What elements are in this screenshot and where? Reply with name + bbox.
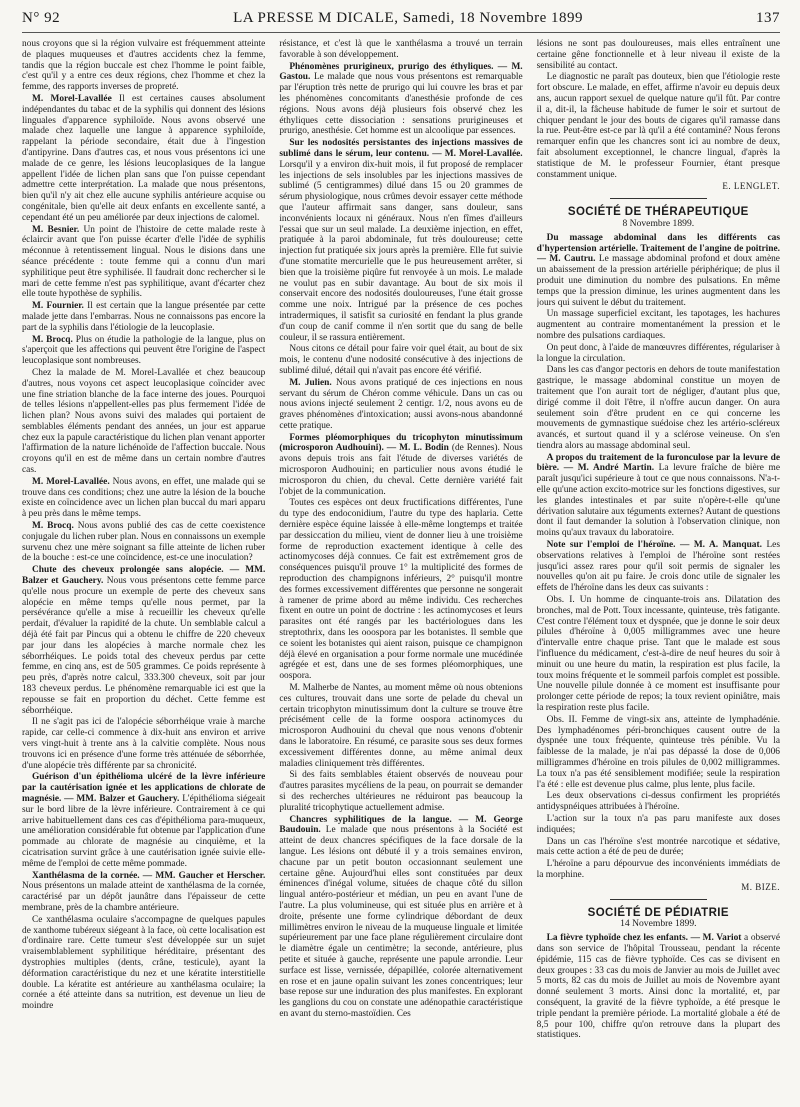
issue-date: Samedi, 18 Novembre 1899 <box>402 10 583 26</box>
paragraph-text: Le malade que nous présentons à la Société est atteint de deux chancres spécifiques de la face dorsale de la langue. Les lésions ont débuté il y a trois semaines environ, chacune par un petit bouton occasionnant seulement une certaine gêne. Aujourd'hui elles sont constituées par deux éminences d'inégal volume, situées de chaque côté du sillon lingual antéro-postérieur et médian, un peu en avant l'une de l'autre. La plus volumineuse, qui est située plus en arrière et à droite, présente une forme cylindrique débordant de deux millimètres environ le niveau de la muqueuse linguale et limitée supérieurement par une face plane régulièrement circulaire dont le diamètre égale un centimètre; la seconde, antérieure, plus petite et située à gauche, représente une papule arrondie. Leur surface est lisse, vernissée, dépapillée, colorée alternativement en rose et en jaune opalin suivant les zones concentriques; leur base repose sur une induration des plus manifestes. En explorant les ganglions du cou on constate une adénopathie caractéristique en avant du sterno-mastoïdien. Ces <box>279 825 523 1019</box>
column-3-top <box>537 39 780 180</box>
paragraph <box>537 595 780 714</box>
paragraph <box>537 343 780 365</box>
paragraph-text: M. Malherbe de Nantes, au moment même où nous obtenions ces cultures, trouvait dans une sorte de pelade du cheval un certain tricophyton minutissimum dont la culture se trouve être précisément celle de la forme oospora actinomyces du microsporon Audhouini du cheval que nous venons d'obtenir dans le laboratoire. En résumé, ce parasite sous ses deux formes excessivement différentes donne, au même animal deux maladies cliniquement très différentes. <box>279 683 523 769</box>
paragraph <box>22 772 265 869</box>
paragraph-text: L'épithélioma siégeait sur le bord libre de la lèvre inférieure. Contrairement à ce qui arrive habituellement dans ces cas d'épithélioma para-muqueux, une amélioration considérable fut obtenue par l'application d'une pommade au chlorate de magnésie au cinquième, et la cicatrisation survint grâce à une cautérisation ignée suivie elle-même de l'emploi de cette même pommade. <box>22 793 266 869</box>
paragraph-text: L'action sur la toux n'a pas paru manifeste aux doses indiquées; <box>536 813 780 835</box>
paragraph-heading: Du massage abdominal dans les différents cas d'hypertension artérielle. Traitement de l'angine de poitrine. — M. Cautru. <box>536 232 780 265</box>
paragraph-text: Le diagnostic ne paraît pas douteux, bien que l'étiologie reste fort obscure. Le malade, en effet, affirme n'avoir eu depuis deux ans, aucun rapport sexuel de quelque nature qu'il fût. Par contre il a, dit-il, la fâcheuse habitude de fumer le soir et surtout de chiquer pendant le jour des bouts de cigares qu'il ramasse dans la rue. Peut-être est-ce par là qu'il a été contaminé? Nous ferons remarquer enfin que les chancres sont ici au nombre de deux, fait absolument exceptionnel, le chancre lingual, d'après la statistique de M. le professeur Fournier, étant presque constamment unique. <box>536 72 780 180</box>
paragraph-text: Toutes ces espèces ont deux fructifications différentes, l'une du type des endoconidium, l'autre du type des haplaria. Cette dernière espèce équine laissée à elle-même longtemps et traitée par dessiccation du milieu, vient de donner lieu à une troisième forme de reproduction exactement identique à celle des actinomycoses déjà connues. Ce fait est extrêmement gros de conséquences puisqu'il prouve 1° la multiplicité des formes de reproduction des champignons inférieurs, 2° puisqu'il montre des formes excessivement différentes que personne ne songerait à ramener de prime abord au même individu. Ces recherches fixent en outre un point de doctrine : les actinomycoses et leurs parasites ont été rangés par les bactériologues dans les streptothrix, dans les ooospora par les botanistes. Il semble que ce soient les botanistes qui aient raison, puisque ce champignon déjà élevé en organisation a pour forme normale une mucédinée agrégée et est, dans une de ses formes pléomorphiques, une oospora. <box>279 498 523 682</box>
paragraph-text: (de Rennes). Nous avons depuis trois ans fait l'étude de diverses variétés de microsporon Audhouini; en particulier nous avons étudié le microsporon du chien, du cheval. Cette dernière variété fait l'objet de la communication. <box>279 443 523 497</box>
paragraph-text: Nous avons publié des cas de cette coexistence conjugale du lichen ruber plan. Nous en connaissons un exemple survenu chez une mère soignant sa fille atteinte de lichen ruber de la bouche : est-ce une coïncidence, est-ce une inoculation? <box>22 521 266 564</box>
paragraph-heading: M. Morel-Lavallée <box>32 93 112 104</box>
column-1 <box>22 39 265 1107</box>
paragraph-heading: Chute des cheveux prolongée sans alopécie. — MM. Balzer et Gauchery. <box>22 565 266 587</box>
paragraph <box>22 39 265 93</box>
paragraph-text: Nous avons, en effet, une malade qui se trouve dans ces conditions; chez une autre la lésion de la bouche existe en coïncidence avec un lichen plan buccal du mari apparu à peu près dans le même temps. <box>22 476 266 520</box>
paragraph-text: Il ne s'agit pas ici de l'alopécie séborrhéique vraie à marche rapide, car celle-ci commence à dix-huit ans environ et arrive vers vingt-huit à trente ans à la calvitie complète. Nous nous trouvons ici en présence d'une forme très atténuée de séborrhée, d'une alopécie très différente par sa chronicité. <box>22 717 266 771</box>
paragraph <box>279 378 522 432</box>
paragraph-text: Nous avons pratiqué de ces injections en nous servant du sérum de Chéron comme véhicule. Dans un cas ou nous avions injecté seulement 2 centigr. 1/2, nous avons eu de graves phénomènes d'intoxication; aussi avons-nous abandonné cette pratique. <box>279 377 523 431</box>
section-date-pediatrie: 14 Novembre 1899. <box>620 918 697 930</box>
paragraph-text: Dans les cas d'angor pectoris en dehors de toute manifestation gastrique, le massage abdominal constitue un moyen de traitement que l'on aurait tort de négliger, d'autant plus que, dirigé comme il doit l'être, il n'offre aucun danger. On aura seulement soin d'être prudent en ce qui concerne les mouvements de gymnastique suédoise chez les artério-scléreux avancés, et surtout quand il y a sclérose veineuse. On s'en tiendra alors au massage abdominal seul. <box>536 365 780 451</box>
paragraph <box>22 94 265 224</box>
paragraph-text: a observé dans son service de l'hôpital Trousseau, pendant la récente épidémie, 115 cas de fièvre typhoïde. Ces cas se divisent en deux groupes : 33 cas du mois de Janvier au mois de Juillet avec 5 morts, 82 cas du mois de Juillet au mois de Novembre ayant donné seulement 3 morts. Ainsi donc la mortalité, et, par conséquent, la gravité de la fièvre typhoïde, a été presque le triple pendant la première période. La mortalité globale a été de 8,5 pour 100, chiffre qu'on retrouve dans la plupart des statistiques. <box>536 933 780 1041</box>
paragraph-heading: Guérison d'un épithélioma ulcéré de la lèvre inférieure par la cautérisation ignée et les applications de chlorate de magnésie. — MM. Balzer et Gauchery. <box>22 772 266 804</box>
divider <box>610 899 707 900</box>
paragraph <box>279 138 522 343</box>
paragraph <box>537 791 780 813</box>
paragraph-heading: M. Fournier. <box>32 301 84 312</box>
paragraph <box>537 72 780 180</box>
column-3-therapeutique <box>537 233 780 881</box>
paragraph-text: Dans un cas l'héroïne s'est montrée narcotique et sédative, mais cette action a été de peu de durée; <box>536 836 780 858</box>
signature-bize: M. BIZE. <box>741 881 780 892</box>
paragraph-heading: M. Besnier. <box>32 224 80 235</box>
paragraph <box>22 368 265 476</box>
paragraph <box>22 915 265 1012</box>
paragraph-heading: M. Brocq. <box>32 334 73 345</box>
column-2 <box>279 39 522 1107</box>
paragraph <box>537 39 780 71</box>
paragraph-heading: Note sur l'emploi de l'héroïne. — M. A. Manquat. <box>546 540 762 551</box>
journal-title: LA PRESSE M DICALE, Samedi, 18 Novembre 1899 <box>233 10 583 26</box>
journal-name: LA PRESSE M DICALE <box>233 10 395 26</box>
paragraph <box>22 871 265 914</box>
paragraph-text: Il est certaines causes absolument indépendantes du tabac et de la syphilis qui donnent des lésions linguales d'apparence syphiloïde. Nous avons observé une malade chez laquelle une langue à apparence syphiloïde, rappelant la période secondaire, était due à l'ingestion d'antipyrine. Dans d'autres cas, et nous vous présentons ici une malade de ce genre, les lésions leucoplasiques de la langue appellent l'idée de lichen plan sans que l'on puisse cependant admettre cette interprétation. La malade que nous présentons, bien qu'il n'y ait chez elle aucune syphilis antérieure acquise ou congénitale, bien qu'elle ait deux enfants en excellente santé, a cependant été un peu améliorée par deux injections de calomel. <box>22 93 266 223</box>
paragraph <box>22 717 265 771</box>
divider <box>610 198 707 199</box>
paragraph-text: Il est certain que la langue présentée par cette malade jette dans l'embarras. Nous ne connaissons pas encore la part de la syphilis dans l'étiologie de la leucoplasie. <box>22 301 266 333</box>
paragraph-text: Chez la malade de M. Morel-Lavallée et chez beaucoup d'autres, nous voyons cet aspect leucoplasique coïncider avec une fine striation blanche de la face interne des joues. Pourquoi de telles lésions n'appellent-elles pas plus fermement l'idée de lichen plan? Nous avons suivi des malades qui portaient de semblables éléments pendant des années, un jour est apparue chez eux la papule caractéristique du lichen plan venant apporter l'affirmation de la nature lichénoïde de l'affection buccale. Nous croyons qu'il en est de même dans un certain nombre d'autres cas. <box>22 367 266 476</box>
paragraph-text: Lorsqu'il y a environ dix-huit mois, il fut proposé de remplacer les injections de sels insolubles par les injections massives de sublimé (5 centigrammes) dilué dans 15 ou 20 grammes de sérum physiologique, nous crûmes devoir essayer cette méthode que l'auteur affirmait sans danger, sans douleur, sans inconvénients locaux ni généraux. Nous n'en fîmes d'ailleurs l'essai que sur un seul malade. La deuxième injection, en effet, pratiquée à la paroi abdominale, fut très douloureuse; cette injection fut pratiquée six jours après la première. Elle fut suivie d'une stomatite mercurielle que le pus heureusement arrêter, si bien que la troisième piqûre fut renvoyée à un mois. Le malade ne voulut pas en subir davantage. Au bout de six mois il conservait encore des nodosités douloureuses, l'une était grosse comme une noix. Intrigué par la présence de ces poches intradermiques, il satisfit sa curiosité en fendant la plus grande d'un coup de canif comme il n'en sortit que du sang de belle couleur, il se rassura entièrement. <box>279 159 523 343</box>
paragraph-heading: La fièvre typhoïde chez les enfants. — M. Variot <box>546 933 742 944</box>
paragraph <box>22 301 265 333</box>
paragraph-text: On peut donc, à l'aide de manœuvres différentes, régulariser à la longue la circulation. <box>536 342 780 364</box>
signature-lenglet: E. LENGLET. <box>722 181 780 192</box>
paragraph-heading: Formes pléomorphiques du tricophyton minutissimum (microsporon Audhouini). — M. L. Bodin <box>279 432 523 454</box>
paragraph <box>279 39 522 61</box>
paragraph-heading: A propos du traitement de la furonculose par la levure de bière. — M. André Martin. <box>536 452 780 474</box>
paragraph-heading: M. Julien. <box>289 377 332 388</box>
columns <box>22 39 780 1107</box>
paragraph <box>537 837 780 859</box>
paragraph-text: Ce xanthélasma oculaire s'accompagne de quelques papules de xanthome tubéreux siégeant à la face, où cette localisation est d'ordinaire rare. Cette tumeur s'est développée sur un sujet vraisemblablement syphilitique héréditaire, présentant des dystrophies multiples (dents, crâne, testicule), ayant la déformation caractéristique du nez et une kératite interstitielle double. La kératite est antérieure au xanthélasma oculaire; la cornée a été atteinte dans sa nutrition, est devenue un lieu de moindre <box>22 914 266 1012</box>
paragraph <box>279 498 522 682</box>
paragraph-text: Si des faits semblables étaient observés de nouveau pour d'autres parasites mycéliens de la peau, on pourrait se demander si des recherches ultérieures ne réduiront pas beaucoup la pluralité tricophytique actuellement admise. <box>279 770 523 813</box>
paragraph-text: Les observations relatives à l'emploi de l'héroïne sont restées jusqu'ici assez rares pour qu'il soit permis de signaler les nouvelles qu'on ait pu faire. Je crois donc utile de signaler les effets de l'héroïne dans les deux cas suivants : <box>536 540 780 594</box>
paragraph <box>279 683 522 769</box>
paragraph-text: lésions ne sont pas douloureuses, mais elles entraînent une certaine gêne fonctionnelle et à leur niveau il existe de la sensibilité au contact. <box>536 39 780 71</box>
section-title-therapeutique: SOCIÉTÉ DE THÉRAPEUTIQUE <box>567 206 749 219</box>
column-3 <box>537 39 780 1107</box>
paragraph <box>537 233 780 309</box>
paragraph <box>279 62 522 138</box>
paragraph <box>22 335 265 367</box>
paragraph <box>22 565 265 716</box>
paragraph-text: Nous présentons un malade atteint de xanthélasma de la cornée, caractérisé par un dépôt jaunâtre dans l'épaisseur de cette membrane, près de la chambre antérieure. <box>22 881 266 913</box>
paragraph-heading: Xanthélasma de la cornée. — MM. Gaucher et Herscher. <box>32 870 266 881</box>
paragraph <box>537 715 780 791</box>
paragraph <box>279 770 522 813</box>
paragraph <box>22 225 265 301</box>
paragraph-text: Un point de l'histoire de cette malade reste à éclaircir avant que l'on puisse écarter d'elle l'idée de syphilis méconnue à retentissement lingual. Nous le disions dans une séance précédente : toute femme qui a connu d'un mari syphilitique peut être syphilisée. Il faudrait donc rechercher si le mari de cette femme n'est pas syphilitique, avant d'écarter chez elle toute hypothèse de syphilis. <box>22 224 266 300</box>
section-date-therapeutique: 8 Novembre 1899. <box>622 217 695 229</box>
paragraph <box>537 365 780 451</box>
page-number: 137 <box>755 10 780 26</box>
paragraph-text: La levure fraîche de bière me paraît jusqu'ici supérieure à tout ce que nous connaissons. N'a-t-elle qu'une action excito-motrice sur les fonctions digestives, sur les glandes intestinales et par suite n'opère-t-elle qu'une dérivation salutaire aux téguments externes? Autant de questions dont il faut demander la solution à l'observation clinique, non moins qu'aux travaux du laboratoire. <box>536 463 780 539</box>
paragraph <box>279 344 522 376</box>
paragraph <box>537 814 780 836</box>
paragraph-text: L'héroïne a paru dépourvue des inconvénients immédiats de la morphine. <box>536 859 780 880</box>
paragraph-text: nous croyons que si la région vulvaire est fréquemment atteinte de plaques muqueuses et d'autres accidents chez la femme, tandis que la région buccale est chez l'homme le point faible, c'est qu'il y a entre ces deux régions, chez l'homme et chez la femme, des rapports inverses de propreté. <box>22 39 266 93</box>
paragraph <box>537 309 780 341</box>
paragraph-text: Le massage abdominal profond et doux amène un abaissement de la pression artérielle périphérique; de plus il produit une diminution du nombre des pulsations. En même temps que la pression diminue, les urines augmentent dans les jours qui suivent le début du traitement. <box>536 254 780 308</box>
paragraph <box>537 859 780 881</box>
paragraph-heading: Phénomènes prurigineux, prurigo des éthyliques. — M. Gastou. <box>279 61 523 83</box>
paragraph-text: Plus on étudie la pathologie de la langue, plus on s'aperçoit que les affections qui peuvent être l'origine de l'aspect leucoplasique sont nombreuses. <box>22 334 266 367</box>
paragraph <box>22 477 265 520</box>
paragraph <box>279 433 522 498</box>
section-title-pediatrie: SOCIÉTÉ DE PÉDIATRIE <box>587 906 729 919</box>
paragraph <box>22 521 265 564</box>
paragraph <box>537 933 780 1041</box>
paragraph-text: Obs. I. Un homme de cinquante-trois ans. Dilatation des bronches, mal de Pott. Toux incessante, quinteuse, très fatigante. C'est contre l'élément toux et dyspnée, que je donne le soir deux pilules d'héroïne à 0,005 milligrammes avec une heure d'intervalle entre chaque prise. Tant que le malade est sous l'influence du médicament, c'est-à-dire de neuf heures du soir à minuit ou une heure du matin, la respiration est plus facile, la toux moins fréquente et le sommeil parfois complet est possible. Une nouvelle pilule donnée à ce moment est insuffisante pour prolonger cette période de repos; la toux revient opiniâtre, mais la respiration reste plus facile. <box>536 595 780 714</box>
page-header <box>22 10 780 33</box>
issue-number: N° 92 <box>22 10 61 26</box>
paragraph <box>537 540 780 594</box>
paragraph <box>279 815 522 1020</box>
paragraph-text: Le malade que nous vous présentons est remarquable par l'éruption très nette de prurigo qui lui couvre les bras et par les phénomènes concomitants d'anesthésie profonde de ces régions. Nous avons déjà plusieurs fois observé chez les éthyliques cette dissociation : sensations prurigineuses et prurigo, anesthésie. Cet homme est un alcoolique par essences. <box>279 72 523 137</box>
paragraph-text: Nous citons ce détail pour faire voir quel était, au bout de six mois, le contenu d'une nodosité consécutive à des injections de sublimé dilué, détail qui n'avait pas encore été vérifié. <box>279 344 523 376</box>
paragraph-heading: Chancres syphilitiques de la langue. — M. George Baudouin. <box>279 814 523 836</box>
column-3-pediatrie <box>537 933 780 1041</box>
paragraph-text: résistance, et c'est là que le xanthélasma a trouvé un terrain favorable à son développement. <box>279 39 523 60</box>
paragraph-text: Nous vous présentons cette femme parce qu'elle nous procure un exemple de perte des cheveux sans alopécie en même temps qu'elle nous permet, par la persévérance qu'elle a mise à recueillir les cheveux qu'elle perdait, d'évaluer la rapidité de la chute. Un semblable calcul a déjà été fait par Pincus qui a obtenu le chiffre de 220 cheveux par jour dans les alopécies à marche normale chez les séborrhéiques. Le poids total des cheveux perdus par cette femme, en cinq ans, est de 505 grammes. Ce poids représente à peu près, d'après notre calcul, 333.300 cheveux, soit par jour 183 cheveux perdus. Le phénomène remarquable ici est que la repousse se fait en proportion du déchet. Cette femme est séborrhéique. <box>22 576 266 716</box>
paragraph-text: Obs. II. Femme de vingt-six ans, atteinte de lymphadénie. Des lymphadénomes péri-bronchiques causent outre de la dyspnée une toux fréquente, quinteuse très pénible. Vu la faiblesse de la malade, je n'ai pas dépassé la dose de 0,006 milligrammes d'héroïne en trois pilules de 0,002 milligrammes. La toux n'a pas été sensiblement modifiée; seule la respiration l'a été : elle est devenue plus calme, plus lente, plus facile. <box>536 714 780 790</box>
paragraph-heading: M. Morel-Lavallée. <box>32 476 110 487</box>
paragraph-heading: M. Brocq. <box>32 521 74 532</box>
paragraph <box>537 453 780 539</box>
paragraph-heading: Sur les nodosités persistantes des injections massives de sublimé dans le sérum, leur contenu. — M. Morel-Lavallée. <box>279 138 523 159</box>
paragraph-text: Les deux observations ci-dessus confirment les propriétés antidyspnéiques attribuées à l'héroïne. <box>536 791 780 813</box>
paragraph-text: Un massage superficiel excitant, les tapotages, les hachures augmentent au contraire momentanément la pression et le nombre des pulsations cardiaques. <box>536 309 780 341</box>
